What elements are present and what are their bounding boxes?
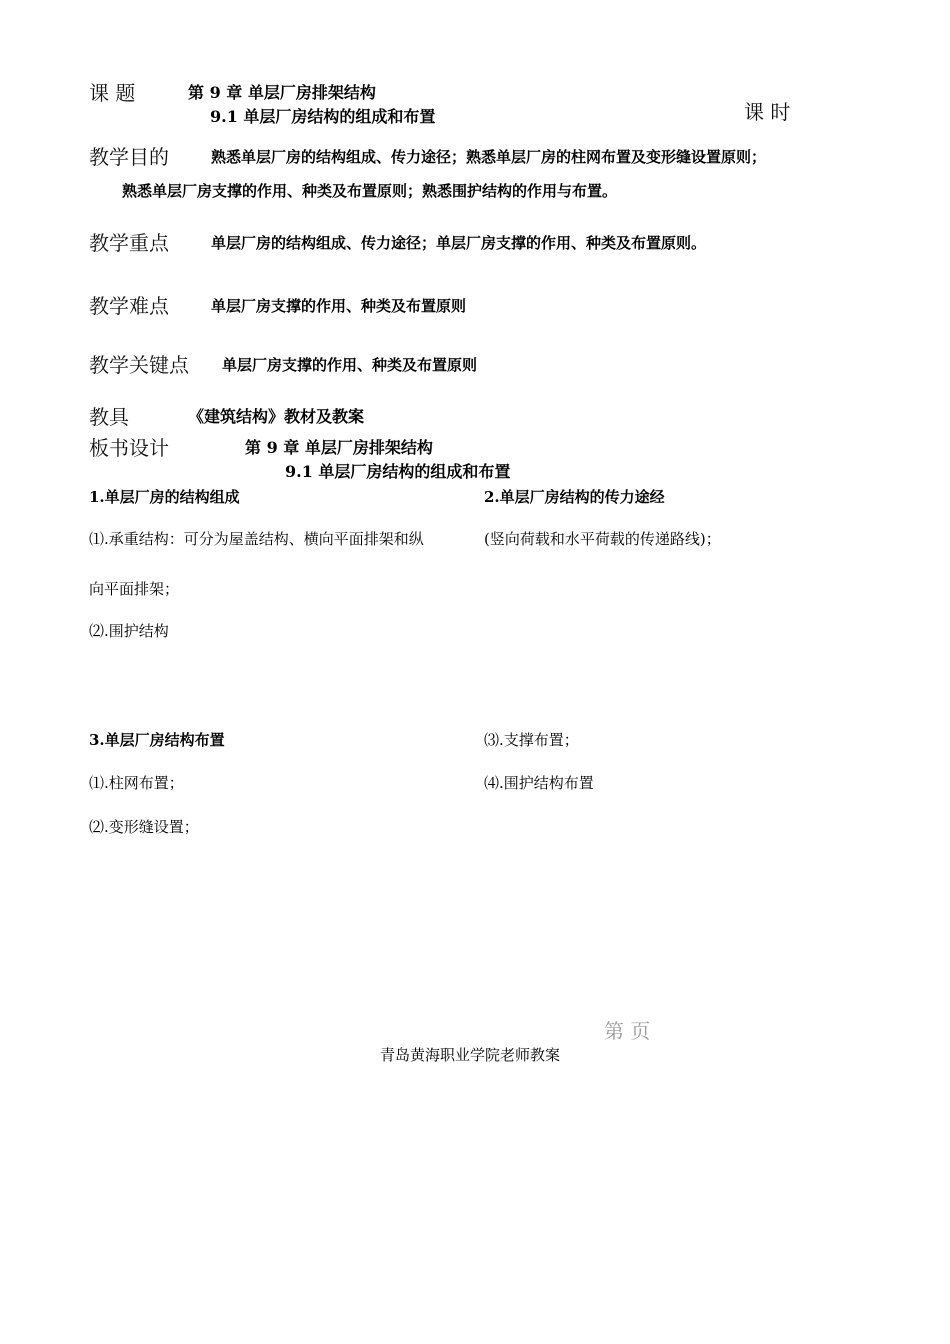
section-1-item-1-line-1: ⑴.承重结构：可分为屋盖结构、横向平面排架和纵 bbox=[89, 530, 424, 548]
section-2-heading: 2.单层厂房结构的传力途经 bbox=[484, 488, 665, 506]
difficulties-label: 教学难点 bbox=[89, 294, 169, 318]
key-points-label: 教学重点 bbox=[89, 231, 169, 255]
section-1-item-1-line-2: 向平面排架； bbox=[89, 580, 180, 598]
section-3-item-3: ⑶.支撑布置； bbox=[484, 731, 579, 749]
board-section-title: 9.1 单层厂房结构的组成和布置 bbox=[285, 462, 511, 481]
school-footer: 青岛黄海职业学院老师教案 bbox=[380, 1046, 561, 1064]
subject-label: 课 题 bbox=[89, 81, 136, 105]
objectives-line-2: 熟悉单层厂房支撑的作用、种类及布置原则；熟悉围护结构的作用与布置。 bbox=[122, 182, 618, 200]
page-number-label: 第 页 bbox=[604, 1019, 651, 1043]
objectives-label: 教学目的 bbox=[89, 145, 169, 169]
section-3-heading: 3.单层厂房结构布置 bbox=[89, 731, 225, 749]
chapter-title: 第 9 章 单层厂房排架结构 bbox=[188, 83, 376, 102]
board-chapter-title: 第 9 章 单层厂房排架结构 bbox=[245, 438, 433, 457]
section-1-heading: 1.单层厂房的结构组成 bbox=[89, 488, 240, 506]
board-design-label: 板书设计 bbox=[89, 436, 169, 460]
section-3-item-2: ⑵.变形缝设置； bbox=[89, 818, 199, 836]
section-1-item-2: ⑵.围护结构 bbox=[89, 622, 169, 640]
critical-points-label: 教学关键点 bbox=[89, 353, 189, 377]
section-title: 9.1 单层厂房结构的组成和布置 bbox=[210, 107, 436, 126]
section-3-item-4: ⑷.围护结构布置 bbox=[484, 774, 594, 792]
tools-label: 教具 bbox=[89, 405, 129, 429]
hours-label: 课 时 bbox=[744, 100, 791, 124]
objectives-line-1: 熟悉单层厂房的结构组成、传力途径；熟悉单层厂房的柱网布置及变形缝设置原则； bbox=[211, 148, 767, 166]
difficulties-text: 单层厂房支撑的作用、种类及布置原则 bbox=[211, 297, 467, 315]
section-3-item-1: ⑴.柱网布置； bbox=[89, 774, 184, 792]
section-2-text: (竖向荷载和水平荷载的传递路线)； bbox=[484, 530, 721, 548]
critical-points-text: 单层厂房支撑的作用、种类及布置原则 bbox=[222, 356, 478, 374]
key-points-text: 单层厂房的结构组成、传力途径；单层厂房支撑的作用、种类及布置原则。 bbox=[211, 234, 707, 252]
tools-text: 《建筑结构》教材及教案 bbox=[188, 407, 365, 426]
